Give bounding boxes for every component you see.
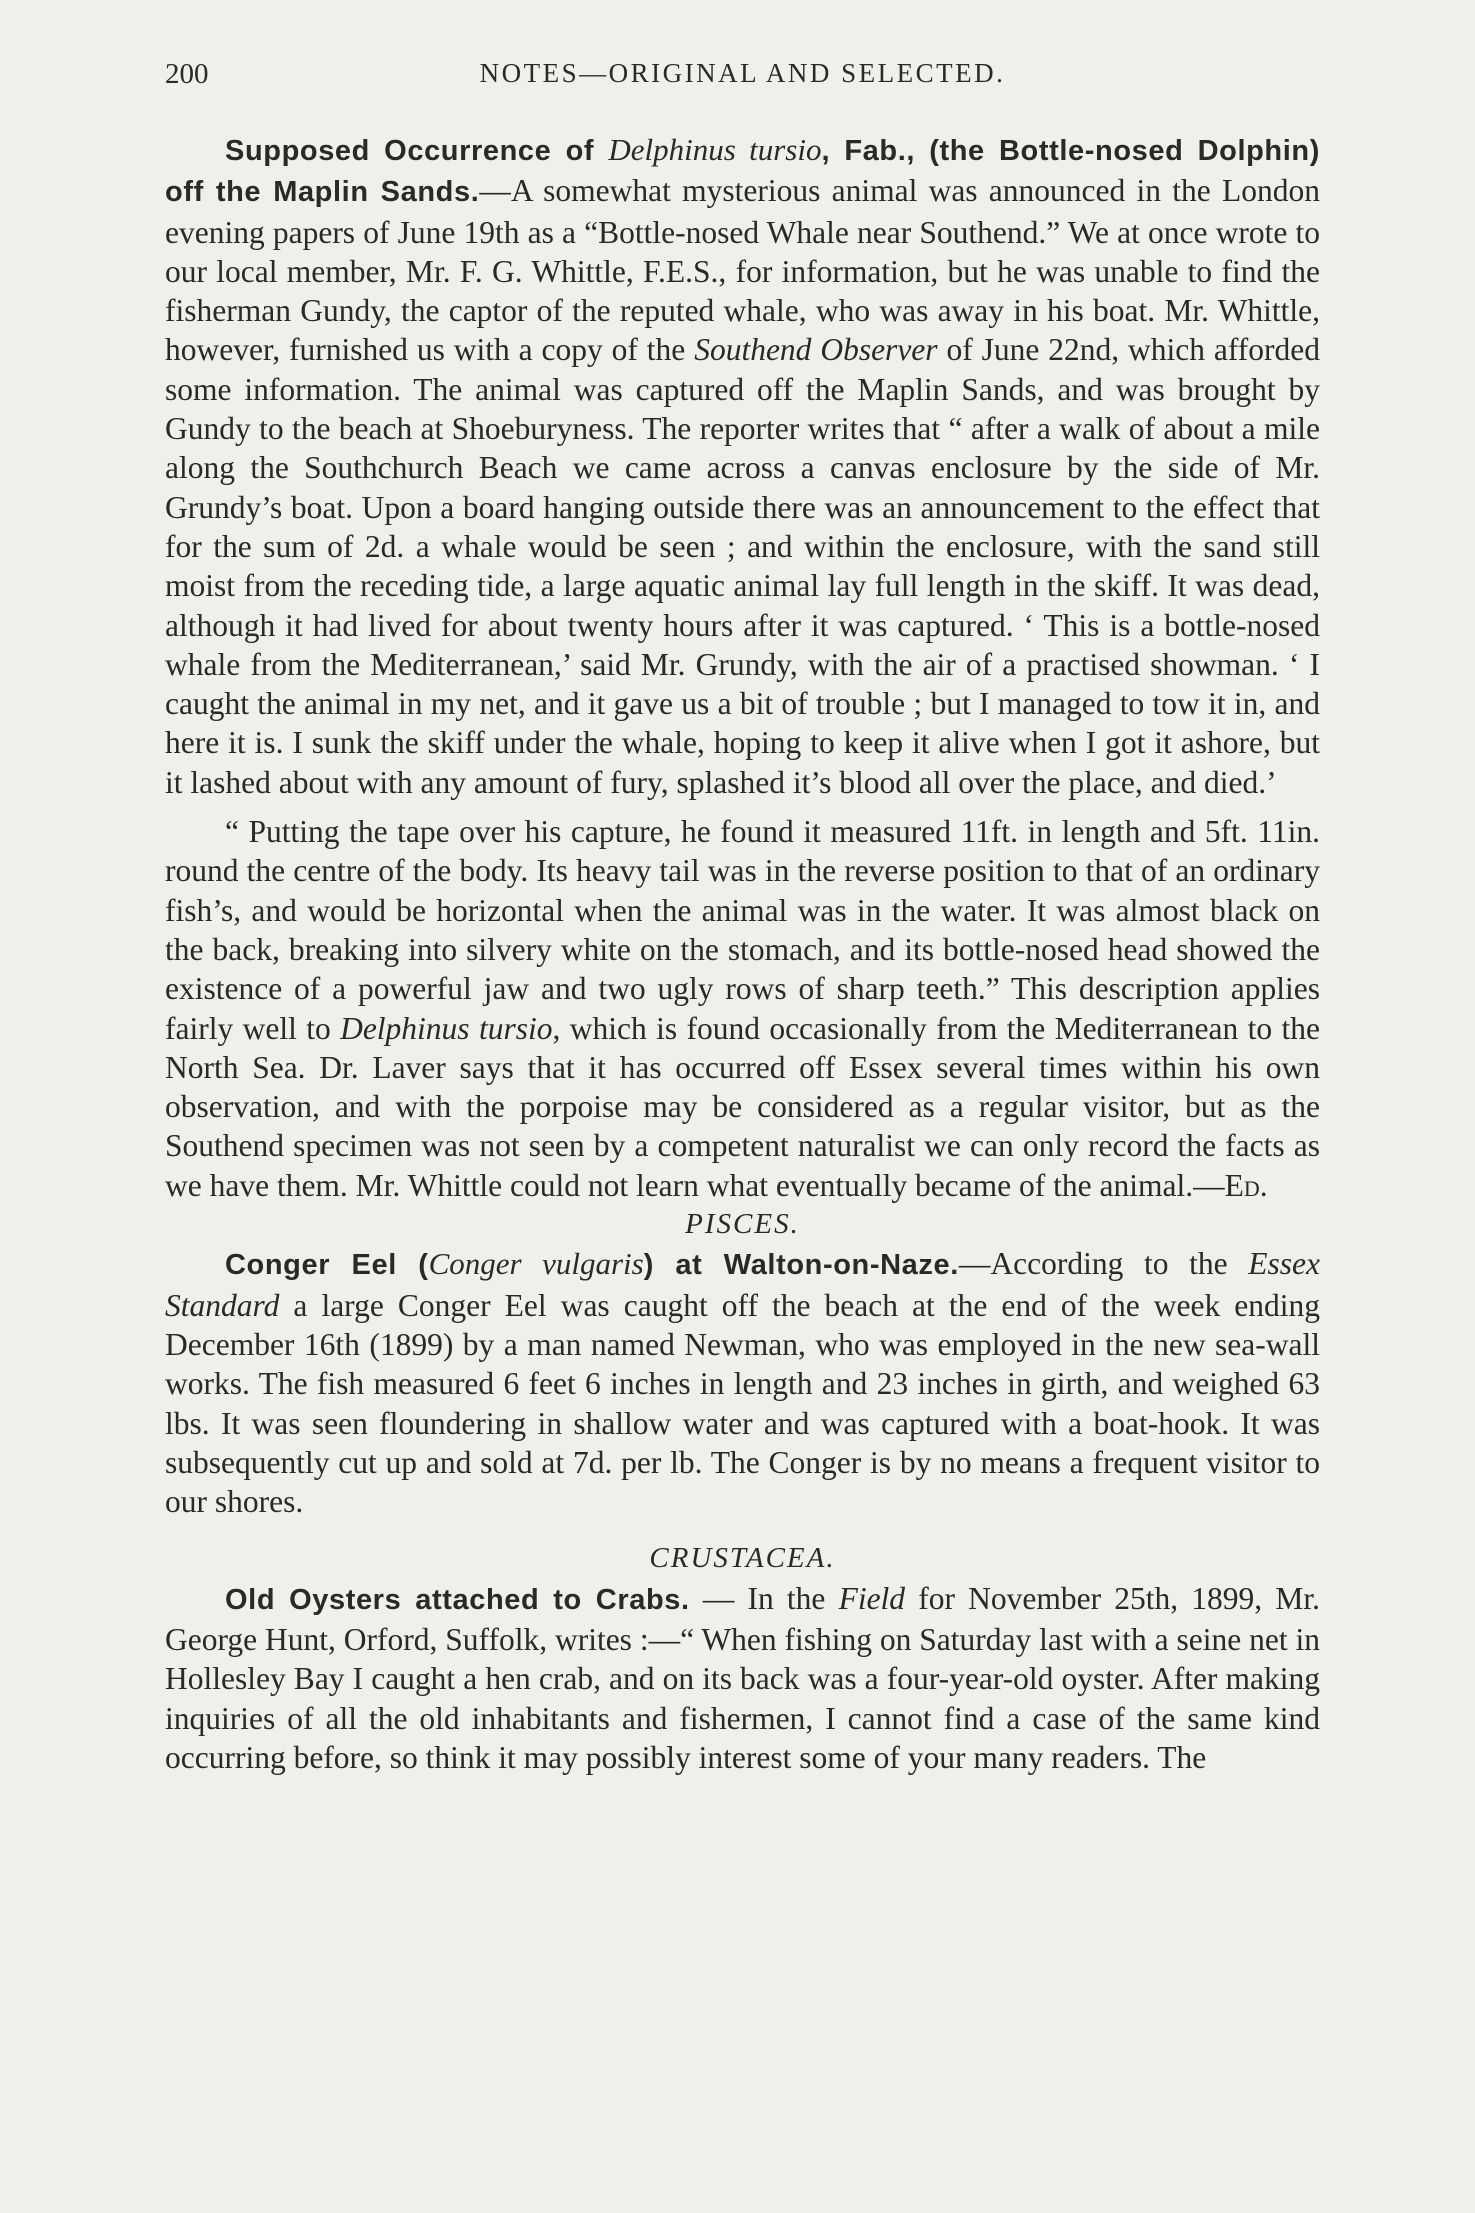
species-name: Delphinus tursio bbox=[340, 1010, 553, 1046]
page-number: 200 bbox=[165, 58, 209, 90]
section-heading-crustacea: CRUSTACEA. bbox=[649, 1542, 836, 1575]
article-dolphin-para2: “ Putting the tape over his capture, he found it measured 11ft. in length and 5ft. 11in. round the centre of the body. Its heavy tail was in the reverse position to that of an ordinary fish’s, and would be horizontal when the animal was in the water. It was almost black on the back, breaking into silvery white on the stomach, and its bottle-nosed head showed the existence of a powerful jaw and two ugly rows of sharp teeth.” This description applies fairly well to Delphinus tursio, which is found occasionally from the Mediterranean to the North Sea. Dr. Laver says that it has occurred off Essex several times within his own observation, and with the porpoise may be considered as a regular visitor, but as the Southend specimen was not seen by a competent naturalist we can only record the facts as we have them. Mr. Whittle could not learn what eventually became of the animal.—Ed. bbox=[165, 814, 1320, 1203]
editor-signature: Ed. bbox=[1224, 1167, 1268, 1203]
article-conger-eel: Conger Eel (Conger vulgaris) at Walton-on-Naze.—According to the Essex Standard a large Conger Eel was caught off the beach at the end of the week ending December 16th (1899) by a man named Newman, who was employed in the new sea-wall works. The fish measured 6 feet 6 inches in length and 23 inches in girth, and weighed 63 lbs. It was seen floundering in shallow water and was captured with a boat-hook. It was subsequently cut up and sold at 7d. per lb. The Conger is by no means a frequent visitor to our shores. bbox=[165, 1246, 1321, 1520]
article-oysters-crabs: Old Oysters attached to Crabs. — In the Field for November 25th, 1899, Mr. George Hunt, Orford, Suffolk, writes :—“ When fishing on Saturday last with a seine net in Hollesley Bay I caught a hen crab, and on its back was a four-year-old oyster. After making inquiries of all the old inhabitants and fishermen, I cannot find a case of the same kind occurring before, so think it may possibly interest some of your many readers. The bbox=[165, 1580, 1320, 1775]
species-name: Conger vulgaris bbox=[428, 1246, 644, 1282]
running-head bbox=[165, 58, 1320, 98]
article-heading-conger-eel: Conger Eel (Conger vulgaris) at Walton-on-Naze. bbox=[225, 1246, 959, 1282]
running-title: NOTES—ORIGINAL AND SELECTED. bbox=[479, 58, 1006, 88]
section-heading-pisces: PISCES. bbox=[685, 1208, 800, 1241]
article-heading-oysters: Old Oysters attached to Crabs. bbox=[225, 1583, 690, 1616]
newspaper-title: Southend Observer bbox=[694, 332, 938, 368]
newspaper-title: Field bbox=[838, 1580, 906, 1616]
article-heading-dolphin: Supposed Occurrence of Delphinus tursio, Fab., (the Bottle-nosed Dolphin) off the Maplin Sands. bbox=[165, 132, 1320, 209]
page-body bbox=[165, 130, 1320, 1777]
newspaper-title: Essex Standard bbox=[165, 1246, 1321, 1323]
article-dolphin: Supposed Occurrence of Delphinus tursio, Fab., (the Bottle-nosed Dolphin) off the Maplin Sands.—A somewhat mysterious animal was announced in the London evening papers of June 19th as a “Bottle-nosed Whale near Southend.” We at once wrote to our local member, Mr. F. G. Whittle, F.E.S., for information, but he was unable to find the fisherman Gundy, the captor of the reputed whale, who was away in his boat. Mr. Whittle, however, furnished us with a copy of the Southend Observer of June 22nd, which afforded some information. The animal was captured off the Maplin Sands, and was brought by Gundy to the beach at Shoeburyness. The reporter writes that “ after a walk of about a mile along the Southchurch Beach we came across a canvas enclosure by the side of Mr. Grundy’s boat. Upon a board hanging outside there was an announcement to the effect that for the sum of 2d. a whale would be seen ; and within the enclosure, with the sand still moist from the receding tide, a large aquatic animal lay full length in the skiff. It was dead, although it had lived for about twenty hours after it was captured. ‘ This is a bottle-nosed whale from the Mediterranean,’ said Mr. Grundy, with the air of a practised showman. ‘ I caught the animal in my net, and it gave us a bit of trouble ; but I managed to tow it in, and here it is. I sunk the skiff under the whale, hoping to keep it alive when I got it ashore, but it lashed about with any amount of fury, splashed it’s blood all over the place, and died.’ bbox=[165, 132, 1320, 800]
species-name: Delphinus tursio bbox=[608, 132, 822, 167]
